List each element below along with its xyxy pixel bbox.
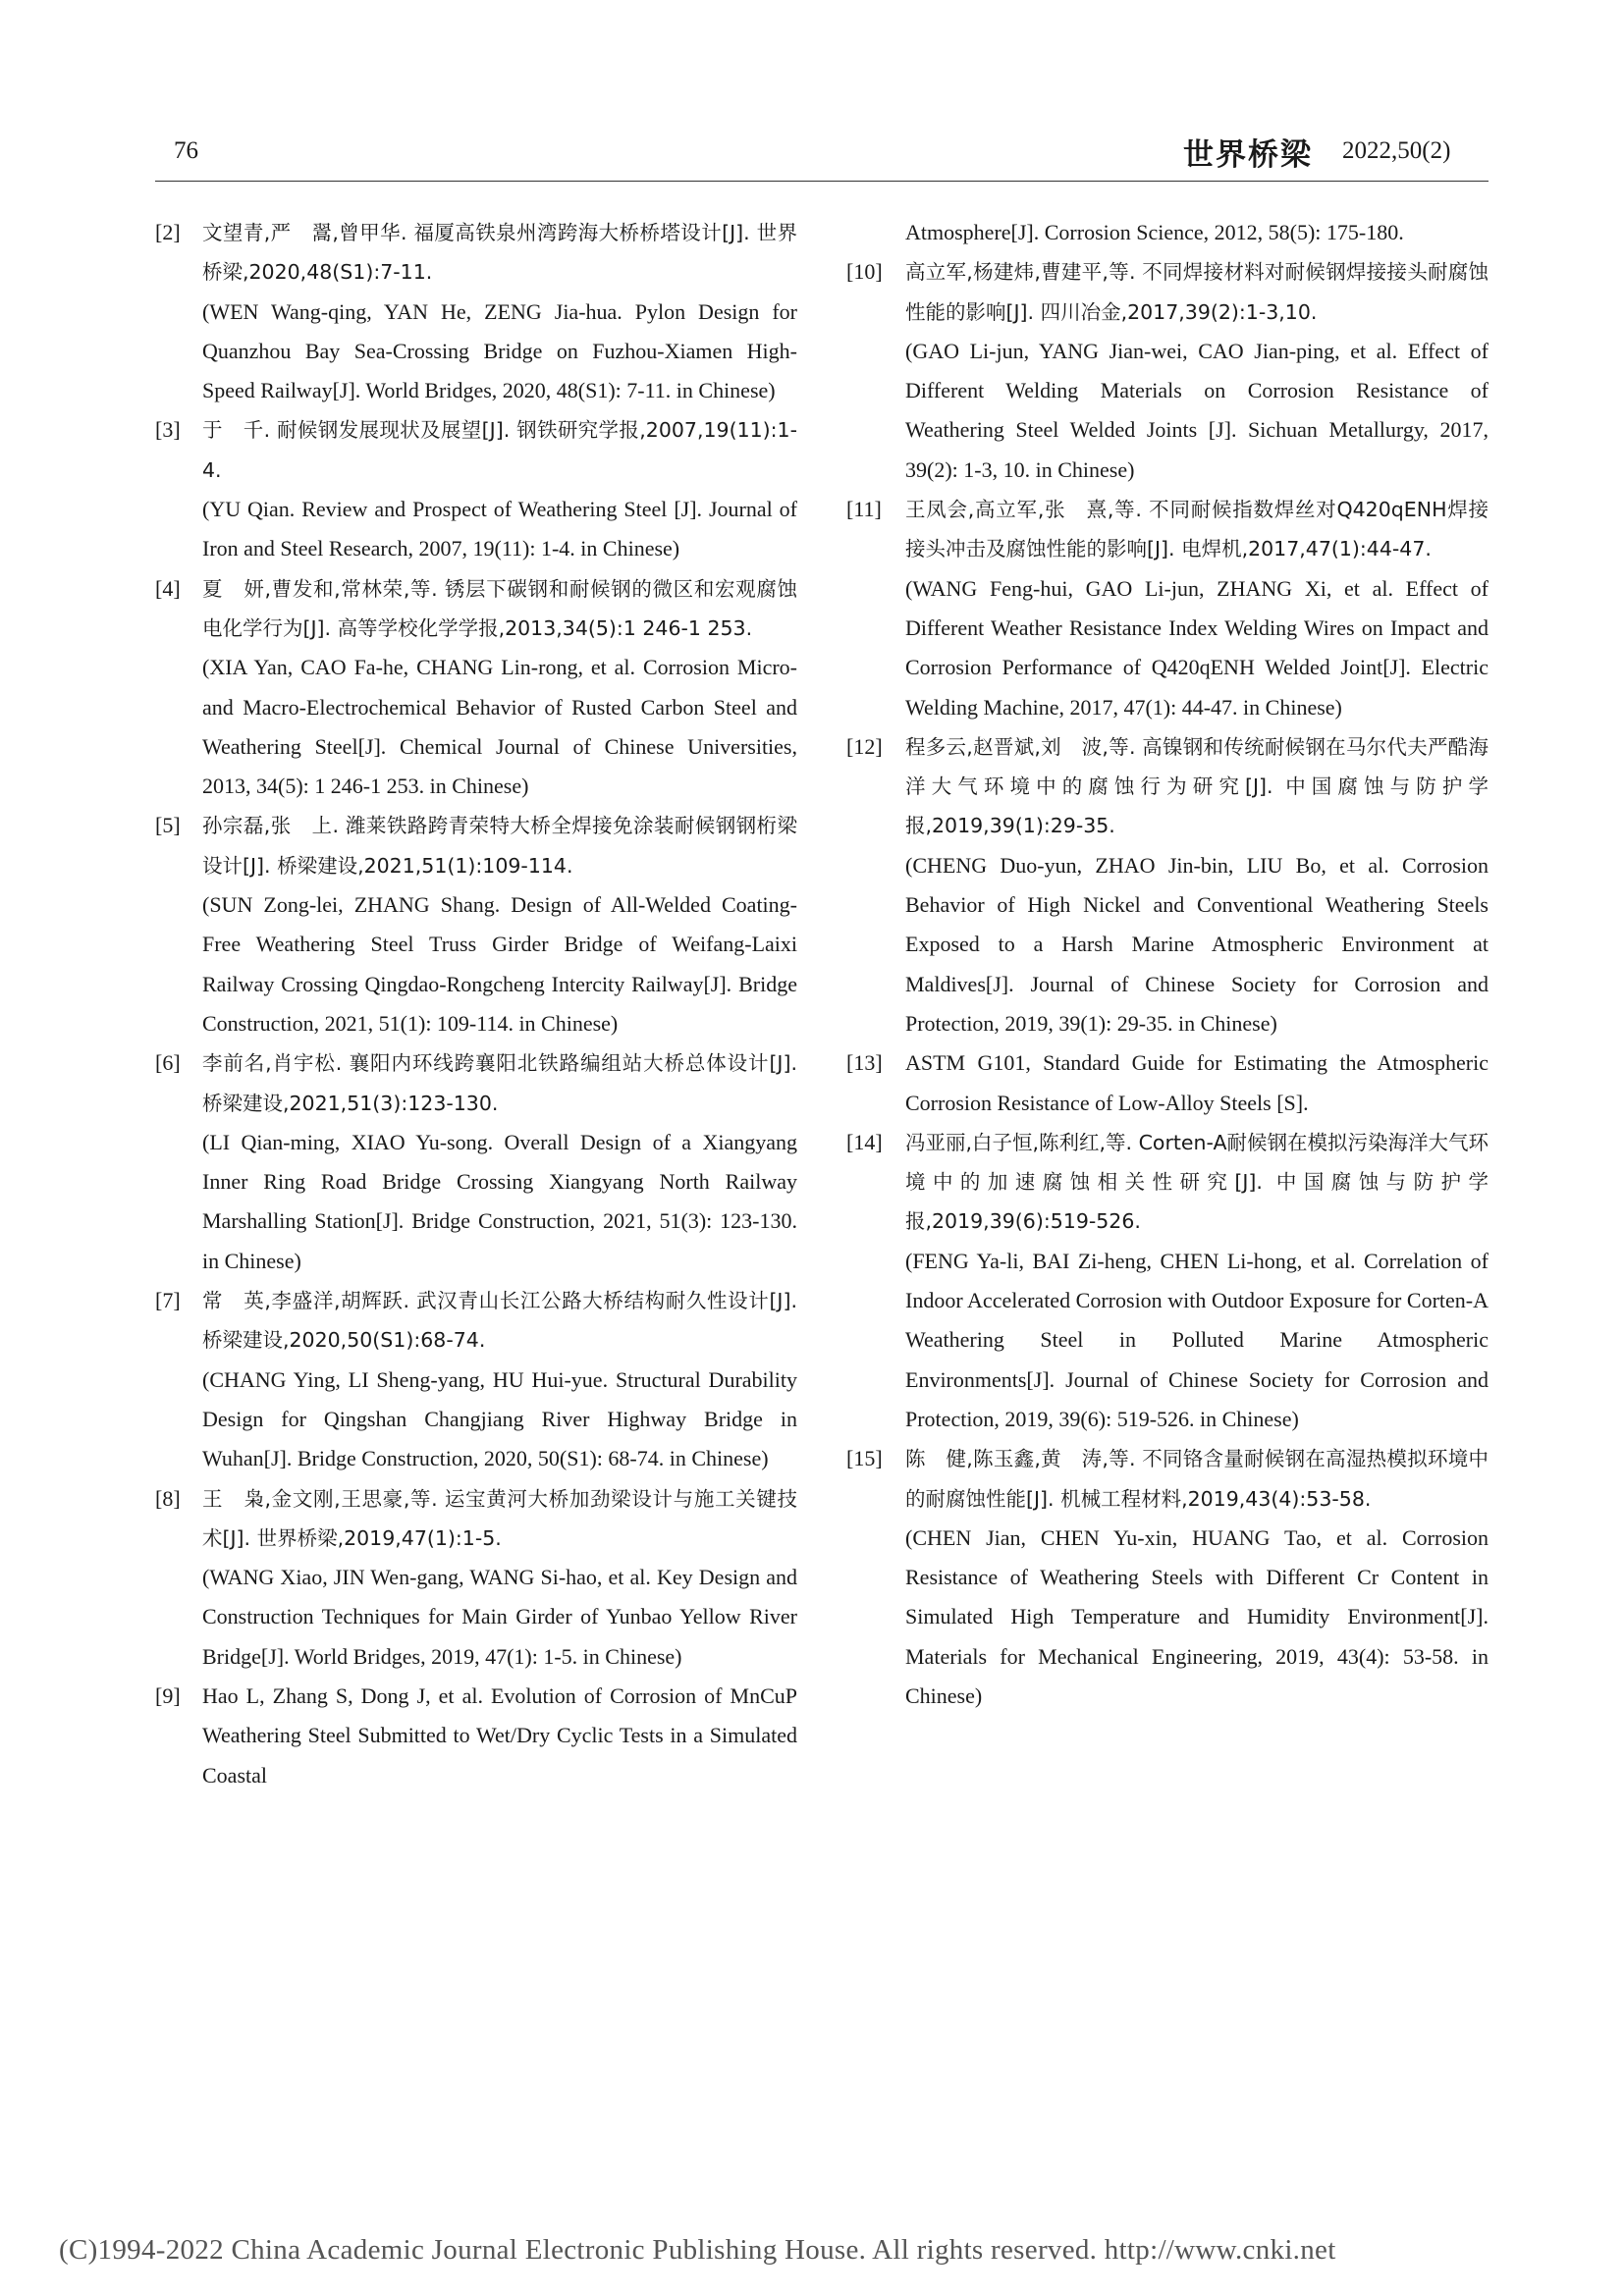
reference-english: (FENG Ya-li, BAI Zi-heng, CHEN Li-hong, et al. Correlation of Indoor Accelerated Corrosion with Outdoor Exposure for Corten-A Weathering Steel in Polluted Marine Atmospheric Environments[J]. Journal of Chinese Society for Corrosion and Protection, 2019, 39(6): 519-526. in Chinese): [905, 1248, 1489, 1431]
reference-english: (SUN Zong-lei, ZHANG Shang. Design of All-Welded Coating-Free Weathering Steel Truss Girder Bridge of Weifang-Laixi Railway Crossing Qingdao-Rongcheng Intercity Railway[J]. Bridge Construction, 2021, 51(1): 109-114. in Chinese): [202, 892, 797, 1036]
reference-item: [846, 727, 1489, 1043]
reference-item: [155, 569, 797, 807]
reference-chinese: 李前名,肖宇松. 襄阳内环线跨襄阳北铁路编组站大桥总体设计[J]. 桥梁建设,2021,51(3):123-130.: [202, 1051, 797, 1115]
reference-chinese: 常 英,李盛洋,胡辉跃. 武汉青山长江公路大桥结构耐久性设计[J]. 桥梁建设,2020,50(S1):68-74.: [202, 1289, 797, 1353]
reference-item: [846, 1043, 1489, 1123]
reference-english: (XIA Yan, CAO Fa-he, CHANG Lin-rong, et al. Corrosion Micro-and Macro-Electrochemical Behavior of Rusted Carbon Steel and Weathering Steel[J]. Chemical Journal of Chinese Universities, 2013, 34(5): 1 246-1 253. in Chinese): [202, 655, 797, 799]
reference-chinese: 陈 健,陈玉鑫,黄 涛,等. 不同铬含量耐候钢在高湿热模拟环境中的耐腐蚀性能[J]. 机械工程材料,2019,43(4):53-58.: [905, 1447, 1489, 1511]
reference-item: [155, 1677, 797, 1795]
reference-continuation: [846, 213, 1489, 252]
reference-item: [155, 213, 797, 410]
reference-number: [2]: [155, 220, 181, 244]
reference-item: [846, 252, 1489, 490]
reference-number: [6]: [155, 1050, 181, 1076]
reference-number: [7]: [155, 1288, 181, 1313]
reference-number: [9]: [155, 1682, 181, 1708]
reference-english: (WANG Feng-hui, GAO Li-jun, ZHANG Xi, et al. Effect of Different Weather Resistance Index Welding Wires on Impact and Corrosion Performance of Q420qENH Welded Joint[J]. Electric Welding Machine, 2017, 47(1): 44-47. in Chinese): [905, 575, 1489, 720]
reference-item: [155, 1281, 797, 1478]
reference-chinese: 高立军,杨建炜,曹建平,等. 不同焊接材料对耐候钢焊接接头耐腐蚀性能的影响[J]. 四川冶金,2017,39(2):1-3,10.: [905, 260, 1489, 324]
reference-english: (CHANG Ying, LI Sheng-yang, HU Hui-yue. Structural Durability Design for Qingshan Changjiang River Highway Bridge in Wuhan[J]. Bridge Construction, 2020, 50(S1): 68-74. in Chinese): [202, 1366, 797, 1471]
references-right-column: [846, 213, 1489, 1716]
reference-item: [155, 1043, 797, 1281]
reference-chinese: 冯亚丽,白子恒,陈利红,等. Corten-A耐候钢在模拟污染海洋大气环境中的加速腐蚀相关性研究[J]. 中国腐蚀与防护学报,2019,39(6):519-526.: [905, 1130, 1489, 1234]
reference-english: (YU Qian. Review and Prospect of Weathering Steel [J]. Journal of Iron and Steel Research, 2007, 19(11): 1-4. in Chinese): [202, 497, 797, 561]
reference-chinese: 王 枭,金文刚,王思豪,等. 运宝黄河大桥加劲梁设计与施工关键技术[J]. 世界桥梁,2019,47(1):1-5.: [202, 1486, 797, 1550]
reference-item: [846, 1439, 1489, 1716]
reference-number: [15]: [846, 1446, 883, 1471]
reference-chinese: 孙宗磊,张 上. 潍莱铁路跨青荣特大桥全焊接免涂装耐候钢钢桁梁设计[J]. 桥梁建设,2021,51(1):109-114.: [202, 814, 797, 878]
reference-item: [155, 806, 797, 1043]
issue-info: 2022,50(2): [1342, 137, 1451, 164]
reference-english: ASTM G101, Standard Guide for Estimating the Atmospheric Corrosion Resistance of Low-Alloy Steels [S].: [905, 1050, 1489, 1115]
reference-number: [13]: [846, 1050, 883, 1076]
reference-english: (LI Qian-ming, XIAO Yu-song. Overall Design of a Xiangyang Inner Ring Road Bridge Crossing Xiangyang North Railway Marshalling Station[J]. Bridge Construction, 2021, 51(3): 123-130. in Chinese): [202, 1129, 797, 1273]
page-number: 76: [174, 137, 198, 164]
reference-number: [8]: [155, 1485, 181, 1511]
reference-english: Atmosphere[J]. Corrosion Science, 2012, 58(5): 175-180.: [905, 220, 1404, 244]
reference-number: [3]: [155, 417, 181, 443]
reference-number: [14]: [846, 1129, 883, 1154]
reference-chinese: 文望青,严 翯,曾甲华. 福厦高铁泉州湾跨海大桥桥塔设计[J]. 世界桥梁,2020,48(S1):7-11.: [202, 221, 797, 285]
reference-number: [11]: [846, 497, 882, 522]
reference-english: (CHEN Jian, CHEN Yu-xin, HUANG Tao, et al. Corrosion Resistance of Weathering Steels with Different Cr Content in Simulated High Temperature and Humidity Environment[J]. Materials for Mechanical Engineering, 2019, 43(4): 53-58. in Chinese): [905, 1524, 1489, 1708]
copyright-footer: (C)1994-2022 China Academic Journal Electronic Publishing House. All rights reserved. http://www.cnki.net: [59, 2234, 1336, 2266]
reference-number: [10]: [846, 259, 883, 285]
reference-english: (CHENG Duo-yun, ZHAO Jin-bin, LIU Bo, et al. Corrosion Behavior of High Nickel and Conventional Weathering Steels Exposed to a Harsh Marine Atmospheric Environment at Maldives[J]. Journal of Chinese Society for Corrosion and Protection, 2019, 39(1): 29-35. in Chinese): [905, 852, 1489, 1036]
reference-item: [155, 410, 797, 568]
reference-chinese: 于 千. 耐候钢发展现状及展望[J]. 钢铁研究学报,2007,19(11):1-4.: [202, 418, 797, 482]
reference-english: (WANG Xiao, JIN Wen-gang, WANG Si-hao, et al. Key Design and Construction Techniques for Main Girder of Yunbao Yellow River Bridge[J]. World Bridges, 2019, 47(1): 1-5. in Chinese): [202, 1565, 797, 1669]
reference-english: (WEN Wang-qing, YAN He, ZENG Jia-hua. Pylon Design for Quanzhou Bay Sea-Crossing Bridge on Fuzhou-Xiamen High-Speed Railway[J]. World Bridges, 2020, 48(S1): 7-11. in Chinese): [202, 298, 797, 403]
reference-item: [846, 1123, 1489, 1439]
reference-chinese: 王凤会,高立军,张 熹,等. 不同耐候指数焊丝对Q420qENH焊接接头冲击及腐蚀性能的影响[J]. 电焊机,2017,47(1):44-47.: [905, 498, 1489, 561]
reference-item: [846, 490, 1489, 727]
header-divider: [155, 181, 1489, 182]
reference-number: [5]: [155, 813, 181, 838]
reference-number: [12]: [846, 733, 883, 759]
journal-title: 世界桥梁: [1183, 137, 1313, 173]
reference-chinese: 程多云,赵晋斌,刘 波,等. 高镍钢和传统耐候钢在马尔代夫严酷海洋大气环境中的腐蚀行为研究[J]. 中国腐蚀与防护学报,2019,39(1):29-35.: [905, 734, 1489, 838]
reference-number: [4]: [155, 575, 181, 601]
reference-english: Hao L, Zhang S, Dong J, et al. Evolution of Corrosion of MnCuP Weathering Steel Submitted to Wet/Dry Cyclic Tests in a Simulated Coastal: [202, 1682, 797, 1788]
reference-item: [155, 1479, 797, 1677]
references-left-column: [155, 213, 797, 1795]
reference-chinese: 夏 妍,曹发和,常林荣,等. 锈层下碳钢和耐候钢的微区和宏观腐蚀电化学行为[J]. 高等学校化学学报,2013,34(5):1 246-1 253.: [202, 576, 797, 640]
reference-english: (GAO Li-jun, YANG Jian-wei, CAO Jian-ping, et al. Effect of Different Welding Materials on Corrosion Resistance of Weathering Steel Welded Joints [J]. Sichuan Metallurgy, 2017, 39(2): 1-3, 10. in Chinese): [905, 338, 1489, 482]
